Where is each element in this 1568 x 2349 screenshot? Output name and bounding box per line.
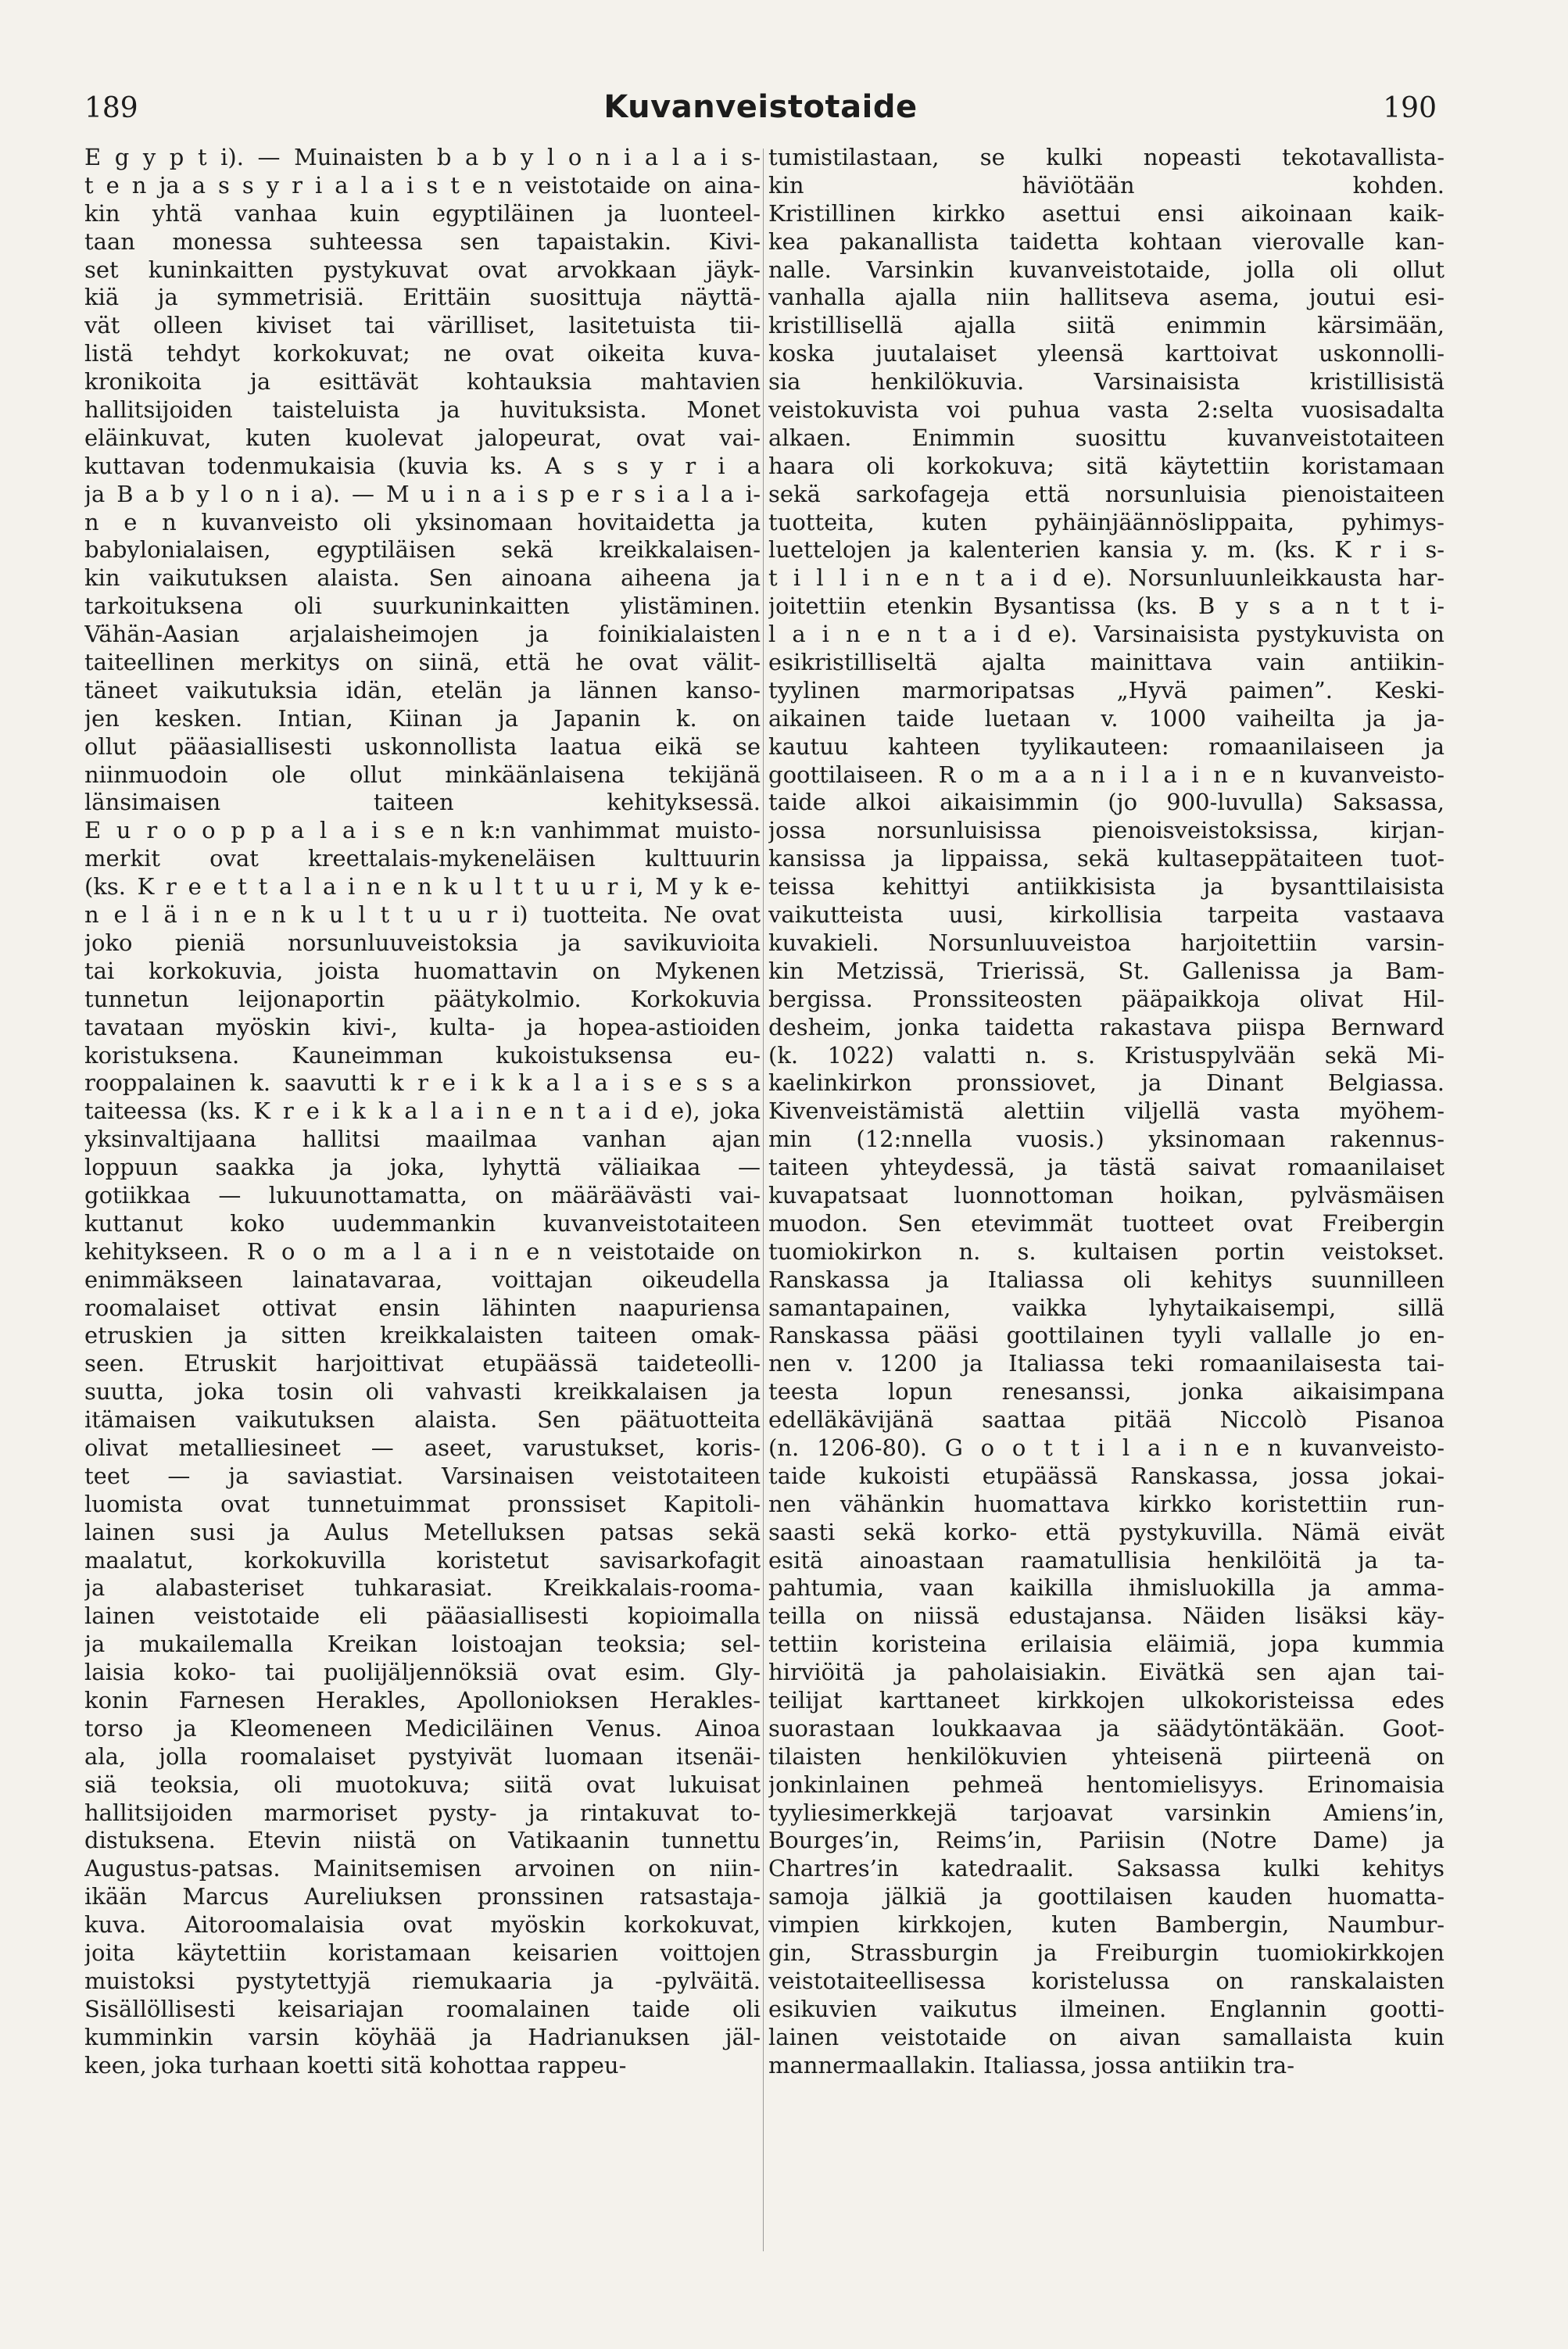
text-line: kehitykseen. R o o m a l a i n e n veistotaide on bbox=[84, 1237, 761, 1265]
text-line: tavataan myöskin kivi-, kulta- ja hopea-astioiden bbox=[84, 1013, 761, 1040]
text-line: taan monessa suhteessa sen tapaistakin. Kivi- bbox=[84, 227, 761, 255]
text-line: keen, joka turhaan koetti sitä kohottaa rappeu- bbox=[84, 2051, 627, 2079]
text-line: l a i n e n t a i d e). Varsinaisista pystykuvista on bbox=[768, 621, 1444, 648]
text-line: tilaisten henkilökuvien yhteisenä piirteenä on bbox=[768, 1742, 1444, 1770]
left-column bbox=[84, 144, 761, 2079]
text-line: desheim, jonka taidetta rakastava piispa Bernward bbox=[768, 1013, 1444, 1040]
text-line: alkaen. Enimmin suosittu kuvanveistotaiteen bbox=[768, 424, 1444, 451]
text-line: ikään Marcus Aureliuksen pronssinen ratsastaja- bbox=[84, 1883, 761, 1910]
text-line: Vähän-Aasian arjalaisheimojen ja foinikialaisten bbox=[84, 621, 761, 648]
text-line: teesta lopun renesanssi, jonka aikaisimpana bbox=[768, 1378, 1444, 1405]
text-line: distuksena. Etevin niistä on Vatikaanin tunnettu bbox=[84, 1827, 761, 1854]
text-line: torso ja Kleomeneen Mediciläinen Venus. Ainoa bbox=[84, 1714, 761, 1742]
text-line: jossa norsunluisissa pienoisveistoksissa, kirjan- bbox=[768, 817, 1444, 844]
text-line: esikristilliseltä ajalta mainittava vain antiikin- bbox=[768, 649, 1444, 676]
text-line: teilla on niissä edustajansa. Näiden lisäksi käy- bbox=[768, 1602, 1444, 1630]
text-line: hallitsijoiden marmoriset pysty- ja rintakuvat to- bbox=[84, 1799, 761, 1826]
text-line: lainen veistotaide on aivan samallaista kuin bbox=[768, 2023, 1444, 2050]
text-line: teissa kehittyi antiikkisista ja bysanttilaisista bbox=[768, 873, 1444, 901]
text-line: laisia koko- tai puolijäljennöksiä ovat esim. Gly- bbox=[84, 1659, 761, 1686]
page-number-right: 190 bbox=[1383, 92, 1437, 124]
text-line: tettiin koristeina erilaisia eläimiä, jopa kummia bbox=[768, 1631, 1444, 1658]
text-line: tunnetun leijonaportin päätykolmio. Korkokuvia bbox=[84, 985, 761, 1012]
text-line: loppuun saakka ja joka, lyhyttä väliaikaa — bbox=[84, 1154, 761, 1181]
text-line: hirviöitä ja paholaisiakin. Eivätkä sen ajan tai- bbox=[768, 1659, 1444, 1686]
text-line: Chartres’in katedraalit. Saksassa kulki kehitys bbox=[768, 1855, 1444, 1882]
text-line: kansissa ja lippaissa, sekä kultaseppätaiteen tuot- bbox=[768, 845, 1444, 872]
text-line: t e n ja a s s y r i a l a i s t e n veistotaide on aina- bbox=[84, 171, 761, 199]
text-line: tumistilastaan, se kulki nopeasti tekotavallista- bbox=[768, 144, 1444, 170]
text-line: enimmäkseen lainatavaraa, voittajan oikeudella bbox=[84, 1266, 761, 1293]
text-line: tai korkokuvia, joista huomattavin on Mykenen bbox=[84, 957, 761, 984]
text-line: gotiikkaa — lukuunottamatta, on määräävästi vai- bbox=[84, 1181, 761, 1209]
text-line: (k. 1022) valatti n. s. Kristuspylvään sekä Mi- bbox=[768, 1041, 1444, 1069]
text-line: ja alabasteriset tuhkarasiat. Kreikkalais-rooma- bbox=[84, 1574, 761, 1602]
text-line: pahtumia, vaan kaikilla ihmisluokilla ja amma- bbox=[768, 1574, 1444, 1602]
text-line: E g y p t i). — Muinaisten b a b y l o n i a l a i s- bbox=[84, 144, 761, 170]
text-line: kuvakieli. Norsunluuveistoa harjoitettiin varsin- bbox=[768, 929, 1444, 956]
text-line: nalle. Varsinkin kuvanveistotaide, jolla oli ollut bbox=[768, 256, 1444, 283]
text-line: kristillisellä ajalla siitä enimmin kärsimään, bbox=[768, 312, 1444, 339]
text-line: hallitsijoiden taisteluista ja huvituksista. Monet bbox=[84, 396, 761, 424]
text-line: tuomiokirkon n. s. kultaisen portin veistokset. bbox=[768, 1237, 1444, 1265]
text-line: kautuu kahteen tyylikauteen: romaanilaiseen ja bbox=[768, 732, 1444, 760]
text-line: mannermaallakin. Italiassa, jossa antiikin tra- bbox=[768, 2051, 1295, 2079]
text-line: Kristillinen kirkko asettui ensi aikoinaan kaik- bbox=[768, 199, 1444, 227]
text-line: edelläkävijänä saattaa pitää Niccolò Pisanoa bbox=[768, 1406, 1444, 1434]
text-line: n e l ä i n e n k u l t t u u r i) tuotteita. Ne ovat bbox=[84, 901, 761, 929]
text-line: ala, jolla roomalaiset pystyivät luomaan itsenäi- bbox=[84, 1742, 761, 1770]
text-line: Ranskassa ja Italiassa oli kehitys suunnilleen bbox=[768, 1266, 1444, 1293]
text-line: vät olleen kiviset tai värilliset, lasitetuista tii- bbox=[84, 312, 761, 339]
text-line: kin yhtä vanhaa kuin egyptiläinen ja luonteel- bbox=[84, 199, 761, 227]
text-line: eläinkuvat, kuten kuolevat jalopeurat, ovat vai- bbox=[84, 424, 761, 451]
text-line: muodon. Sen etevimmät tuotteet ovat Freibergin bbox=[768, 1209, 1444, 1237]
text-line: kin häviötään kohden. bbox=[768, 171, 1444, 199]
text-line: min (12:nnella vuosis.) yksinomaan rakennus- bbox=[768, 1126, 1444, 1153]
text-line: ja mukailemalla Kreikan loistoajan teoksia; sel- bbox=[84, 1631, 761, 1658]
text-line: tuotteita, kuten pyhäinjäännöslippaita, pyhimys- bbox=[768, 508, 1444, 535]
text-line: jen kesken. Intian, Kiinan ja Japanin k. on bbox=[84, 704, 761, 732]
text-line: kuttavan todenmukaisia (kuvia ks. A s s y r i a bbox=[84, 452, 761, 479]
text-line: haara oli korkokuva; sitä käytettiin koristamaan bbox=[768, 452, 1444, 479]
page-header bbox=[84, 89, 1437, 139]
text-line: kronikoita ja esittävät kohtauksia mahtavien bbox=[84, 368, 761, 396]
text-line: joitettiin etenkin Bysantissa (ks. B y s a n t t i- bbox=[768, 593, 1444, 620]
text-line: veistotaiteellisessa koristelussa on ranskalaisten bbox=[768, 1967, 1444, 1994]
text-line: taide kukoisti etupäässä Ranskassa, jossa jokai- bbox=[768, 1462, 1444, 1489]
text-line: seen. Etruskit harjoittivat etupäässä taideteolli- bbox=[84, 1350, 761, 1377]
text-line: sekä sarkofageja että norsunluisia pienoistaiteen bbox=[768, 480, 1444, 507]
text-line: babylonialaisen, egyptiläisen sekä kreikkalaisen- bbox=[84, 536, 761, 564]
text-line: esitä ainoastaan raamatullisia henkilöitä ja ta- bbox=[768, 1546, 1444, 1574]
text-line: goottilaiseen. R o m a a n i l a i n e n kuvanveisto- bbox=[768, 761, 1444, 788]
text-line: tarkoituksena oli suurkuninkaitten ylistäminen. bbox=[84, 593, 761, 620]
text-line: tyyliesimerkkejä tarjoavat varsinkin Amiens’in, bbox=[768, 1799, 1444, 1826]
text-line: Kivenveistämistä alettiin viljellä vasta myöhem- bbox=[768, 1098, 1444, 1125]
text-line: vimpien kirkkojen, kuten Bambergin, Naumbur- bbox=[768, 1911, 1444, 1939]
text-line: Ranskassa pääsi goottilainen tyyli vallalle jo en- bbox=[768, 1322, 1444, 1349]
text-line: lainen susi ja Aulus Metelluksen patsas sekä bbox=[84, 1518, 761, 1545]
text-line: nen vähänkin huomattava kirkko koristettiin run- bbox=[768, 1490, 1444, 1517]
text-line: koristuksena. Kauneimman kukoistuksensa eu- bbox=[84, 1041, 761, 1069]
text-line: set kuninkaitten pystykuvat ovat arvokkaan jäyk- bbox=[84, 256, 761, 283]
text-line: kuvapatsaat luonnottoman hoikan, pylväsmäisen bbox=[768, 1181, 1444, 1209]
text-line: olivat metalliesineet — aseet, varustukset, koris- bbox=[84, 1434, 761, 1461]
text-line: kuva. Aitoroomalaisia ovat myöskin korkokuvat, bbox=[84, 1911, 761, 1939]
text-line: rooppalainen k. saavutti k r e i k k a l a i s e s s a bbox=[84, 1069, 761, 1097]
text-line: nen v. 1200 ja Italiassa teki romaanilaisesta tai- bbox=[768, 1350, 1444, 1377]
text-line: jonkinlainen pehmeä hentomielisyys. Erinomaisia bbox=[768, 1771, 1444, 1798]
text-line: samantapainen, vaikka lyhytaikaisempi, sillä bbox=[768, 1294, 1444, 1321]
text-line: sia henkilökuvia. Varsinaisista kristillisistä bbox=[768, 368, 1444, 396]
text-line: listä tehdyt korkokuvat; ne ovat oikeita kuva- bbox=[84, 340, 761, 367]
text-line: merkit ovat kreettalais-mykeneläisen kulttuurin bbox=[84, 845, 761, 872]
text-line: (n. 1206-80). G o o t t i l a i n e n kuvanveisto- bbox=[768, 1434, 1444, 1461]
text-line: luettelojen ja kalenterien kansia y. m. (ks. K r i s- bbox=[768, 536, 1444, 564]
text-line: veistokuvista voi puhua vasta 2:selta vuosisadalta bbox=[768, 396, 1444, 424]
text-line: lainen veistotaide eli pääasiallisesti kopioimalla bbox=[84, 1602, 761, 1630]
text-line: taide alkoi aikaisimmin (jo 900-luvulla) Saksassa, bbox=[768, 789, 1444, 816]
text-line: saasti sekä korko- että pystykuvilla. Nämä eivät bbox=[768, 1518, 1444, 1545]
text-line: täneet vaikutuksia idän, etelän ja lännen kanso- bbox=[84, 676, 761, 704]
text-line: itämaisen vaikutuksen alaista. Sen päätuotteita bbox=[84, 1406, 761, 1434]
text-line: taiteellinen merkitys on siinä, että he ovat välit- bbox=[84, 649, 761, 676]
text-line: kea pakanallista taidetta kohtaan vierovalle kan- bbox=[768, 227, 1444, 255]
text-line: ollut pääasiallisesti uskonnollista laatua eikä se bbox=[84, 732, 761, 760]
right-column bbox=[768, 144, 1444, 2079]
text-line: (ks. K r e e t t a l a i n e n k u l t t u u r i, M y k e- bbox=[84, 873, 761, 901]
text-line: teet — ja saviastiat. Varsinaisen veistotaiteen bbox=[84, 1462, 761, 1489]
column-divider bbox=[763, 149, 764, 2251]
text-line: teilijat karttaneet kirkkojen ulkokoristeissa edes bbox=[768, 1686, 1444, 1713]
page-title: Kuvanveistotaide bbox=[603, 89, 918, 125]
text-line: siä teoksia, oli muotokuva; siitä ovat lukuisat bbox=[84, 1771, 761, 1798]
text-line: tyylinen marmoripatsas „Hyvä paimen”. Keski- bbox=[768, 676, 1444, 704]
text-line: vanhalla ajalla niin hallitseva asema, joutui esi- bbox=[768, 284, 1444, 311]
text-line: suutta, joka tosin oli vahvasti kreikkalaisen ja bbox=[84, 1378, 761, 1405]
text-line: samoja jälkiä ja goottilaisen kauden huomatta- bbox=[768, 1883, 1444, 1910]
text-line: länsimaisen taiteen kehityksessä. bbox=[84, 789, 761, 816]
text-line: kaelinkirkon pronssiovet, ja Dinant Belgiassa. bbox=[768, 1069, 1444, 1097]
text-line: n e n kuvanveisto oli yksinomaan hovitaidetta ja bbox=[84, 508, 761, 535]
text-line: gin, Strassburgin ja Freiburgin tuomiokirkkojen bbox=[768, 1939, 1444, 1966]
page-number-left: 189 bbox=[84, 92, 138, 124]
text-line: esikuvien vaikutus ilmeinen. Englannin gootti- bbox=[768, 1995, 1444, 2022]
text-line: muistoksi pystytettyjä riemukaaria ja -pylväitä. bbox=[84, 1967, 761, 1994]
text-line: kin Metzissä, Trierissä, St. Gallenissa ja Bam- bbox=[768, 957, 1444, 984]
text-line: Augustus-patsas. Mainitsemisen arvoinen on niin- bbox=[84, 1855, 761, 1882]
text-line: ja B a b y l o n i a). — M u i n a i s p e r s i a l a i- bbox=[84, 480, 761, 507]
text-line: kin vaikutuksen alaista. Sen ainoana aiheena ja bbox=[84, 564, 761, 592]
text-line: yksinvaltijaana hallitsi maailmaa vanhan ajan bbox=[84, 1126, 761, 1153]
text-line: koska juutalaiset yleensä karttoivat uskonnolli- bbox=[768, 340, 1444, 367]
text-line: niinmuodoin ole ollut minkäänlaisena tekijänä bbox=[84, 761, 761, 788]
text-line: Sisällöllisesti keisariajan roomalainen taide oli bbox=[84, 1995, 761, 2022]
text-line: kumminkin varsin köyhää ja Hadrianuksen jäl- bbox=[84, 2023, 761, 2050]
text-line: etruskien ja sitten kreikkalaisten taiteen omak- bbox=[84, 1322, 761, 1349]
text-line: t i l l i n e n t a i d e). Norsunluunleikkausta har- bbox=[768, 564, 1444, 592]
text-line: suorastaan loukkaavaa ja säädytöntäkään. Goot- bbox=[768, 1714, 1444, 1742]
text-line: joko pieniä norsunluuveistoksia ja savikuvioita bbox=[84, 929, 761, 956]
text-line: bergissa. Pronssiteosten pääpaikkoja olivat Hil- bbox=[768, 985, 1444, 1012]
text-line: kuttanut koko uudemmankin kuvanveistotaiteen bbox=[84, 1209, 761, 1237]
text-line: maalatut, korkokuvilla koristetut savisarkofagit bbox=[84, 1546, 761, 1574]
text-line: taiteen yhteydessä, ja tästä saivat romaanilaiset bbox=[768, 1154, 1444, 1181]
text-line: aikainen taide luetaan v. 1000 vaiheilta ja ja- bbox=[768, 704, 1444, 732]
text-line: roomalaiset ottivat ensin lähinten naapuriensa bbox=[84, 1294, 761, 1321]
text-line: luomista ovat tunnetuimmat pronssiset Kapitoli- bbox=[84, 1490, 761, 1517]
text-line: Bourges’in, Reims’in, Pariisin (Notre Dame) ja bbox=[768, 1827, 1444, 1854]
text-line: konin Farnesen Herakles, Apollonioksen Herakles- bbox=[84, 1686, 761, 1713]
text-line: kiä ja symmetrisiä. Erittäin suosittuja näyttä- bbox=[84, 284, 761, 311]
text-line: joita käytettiin koristamaan keisarien voittojen bbox=[84, 1939, 761, 1966]
text-line: taiteessa (ks. K r e i k k a l a i n e n t a i d e), joka bbox=[84, 1098, 761, 1125]
text-line: E u r o o p p a l a i s e n k:n vanhimmat muisto- bbox=[84, 817, 761, 844]
text-line: vaikutteista uusi, kirkollisia tarpeita vastaava bbox=[768, 901, 1444, 929]
